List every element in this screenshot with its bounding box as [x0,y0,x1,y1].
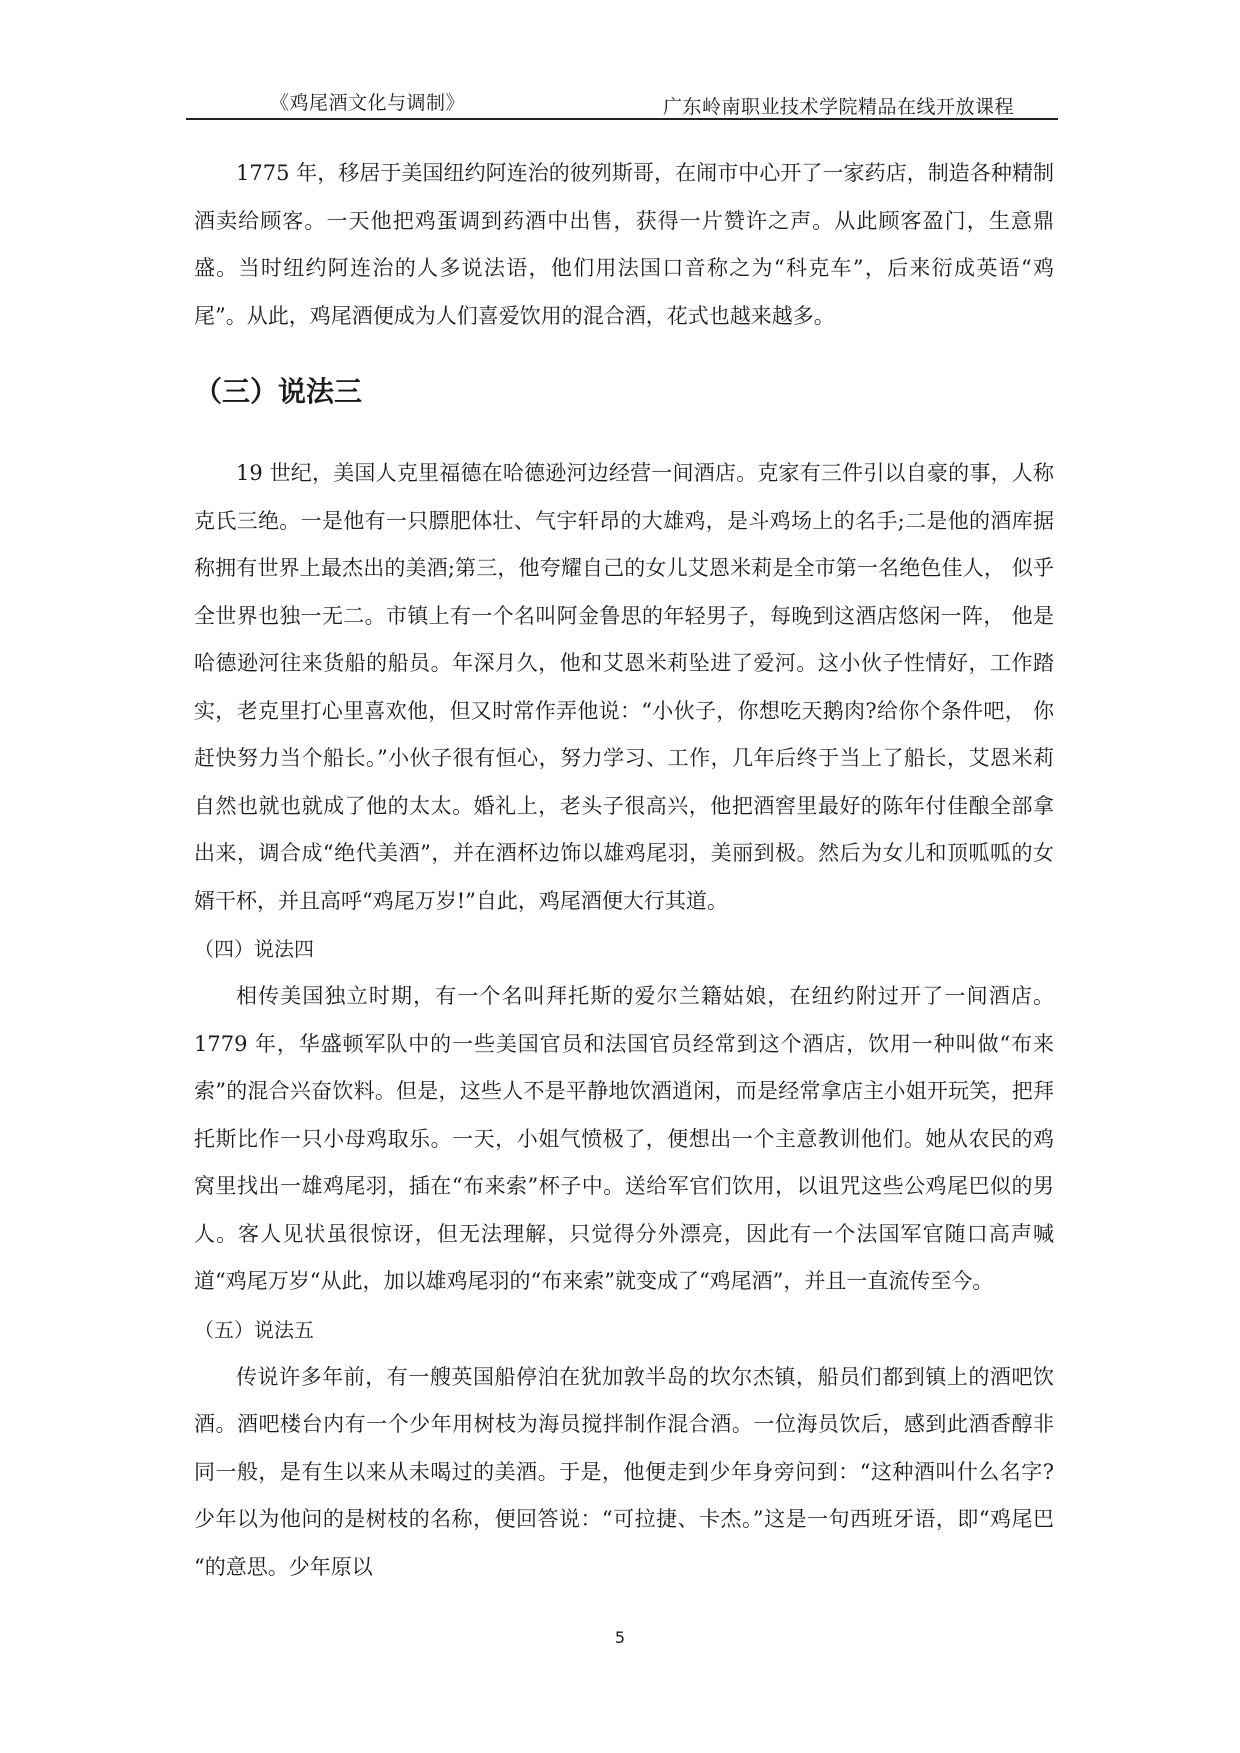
section-3-paragraph: 19 世纪，美国人克里福德在哈德逊河边经营一间酒店。克家有三件引以自豪的事，人称克氏三绝。一是他有一只膘肥体壮、气宇轩昂的大雄鸡，是斗鸡场上的名手;二是他的酒库据称拥有世界上最杰出的美酒;第三，他夸耀自己的女儿艾恩米莉是全市第一名绝色佳人， 似乎全世界也独一无二。市镇上有一个名叫阿金鲁思的年轻男子，每晚到这酒店悠闲一阵， 他是哈德逊河往来货船的船员。年深月久，他和艾恩米莉坠进了爱河。这小伙子性情好，工作踏实，老克里打心里喜欢他，但又时常作弄他说：“小伙子，你想吃天鹅肉?给你个条件吧， 你赶快努力当个船长。”小伙子很有恒心，努力学习、工作，几年后终于当上了船长，艾恩米莉自然也就也就成了他的太太。婚礼上，老头子很高兴，他把酒窖里最好的陈年付佳酿全部拿出来，调合成“绝代美酒”，并在酒杯边饰以雄鸡尾羽，美丽到极。然后为女儿和顶呱呱的女婿干杯，并且高呼“鸡尾万岁!”自此，鸡尾酒便大行其道。 [194,461,1054,913]
section-4-paragraph: 相传美国独立时期，有一个名叫拜托斯的爱尔兰籍姑娘，在纽约附过开了一间酒店。1779 年，华盛顿军队中的一些美国官员和法国官员经常到这个酒店，饮用一种叫做“布来索”的混合兴奋饮料。但是，这些人不是平静地饮酒逍闲，而是经常拿店主小姐开玩笑，把拜托斯比作一只小母鸡取乐。一天，小姐气愤极了，便想出一个主意教训他们。她从农民的鸡窝里找出一雄鸡尾羽，插在“布来索”杯子中。送给军官们饮用，以诅咒这些公鸡尾巴似的男人。客人见状虽很惊讶，但无法理解，只觉得分外漂亮，因此有一个法国军官随口高声喊道“鸡尾万岁“从此，加以雄鸡尾羽的“布来索”就变成了“鸡尾酒”，并且一直流传至今。 [194,984,1054,1293]
header-book-title: 《鸡尾酒文化与调制》 [270,92,466,114]
section-5-paragraph: 传说许多年前，有一艘英国船停泊在犹加敦半岛的坎尔杰镇，船员们都到镇上的酒吧饮酒。酒吧楼台内有一个少年用树枝为海员搅拌制作混合酒。一位海员饮后，感到此酒香醇非同一般，是有生以来从未喝过的美酒。于是，他便走到少年身旁问到：“这种酒叫什么名字? 少年以为他问的是树枝的名称，便回答说：“可拉捷、卡杰。”这是一句西班牙语，即“鸡尾巴 “的意思。少年原以 [194,1364,1054,1579]
section-heading-3: （三）说法三 [194,375,363,408]
page-content [194,150,1054,1591]
header-course-name: 广东岭南职业技术学院精品在线开放课程 [662,96,1014,118]
section-heading-5: （五）说法五 [194,1317,314,1342]
page-number: 5 [614,1628,626,1647]
page-header [186,86,1058,120]
section-heading-4: （四）说法四 [194,937,314,961]
intro-paragraph: 1775 年，移居于美国纽约阿连治的彼列斯哥，在闹市中心开了一家药店，制造各种精制酒卖给顾客。一天他把鸡蛋调到药酒中出售，获得一片赞许之声。从此顾客盈门，生意鼎盛。当时纽约阿连治的人多说法语，他们用法国口音称之为“科克车”，后来衍成英语“鸡尾”。从此，鸡尾酒便成为人们喜爱饮用的混合酒，花式也越来越多。 [194,161,1054,328]
